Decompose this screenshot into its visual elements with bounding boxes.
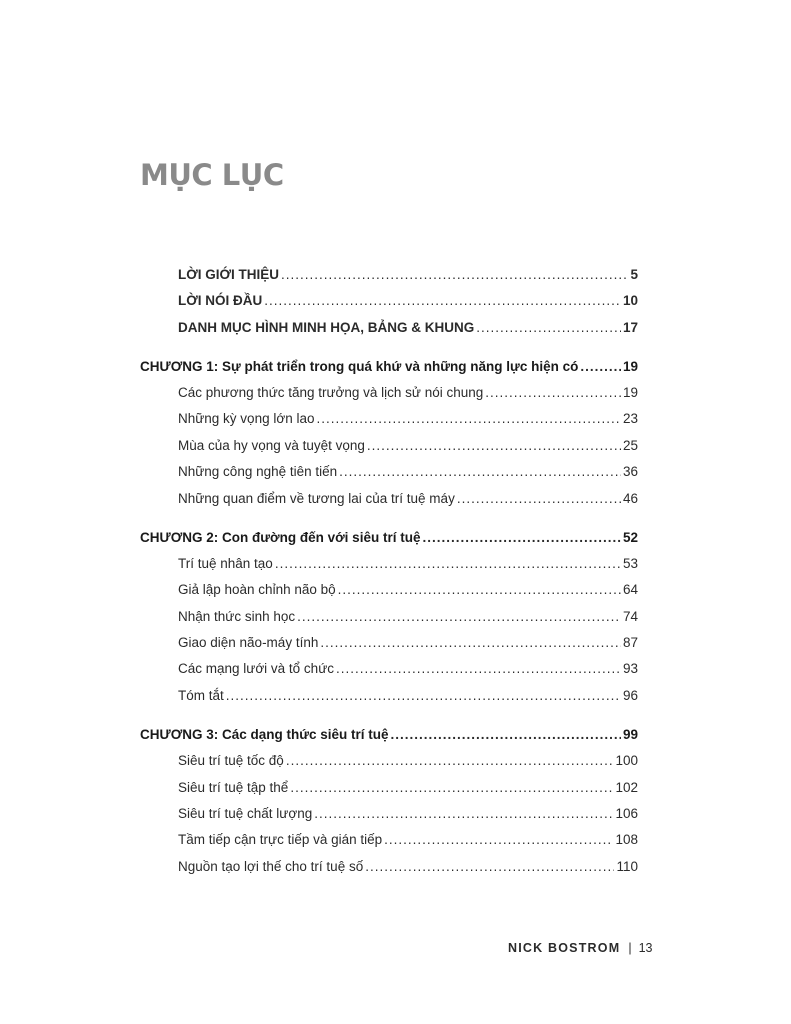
toc-page-number: 74 [622, 608, 638, 624]
toc-front-matter-preface[interactable] [140, 288, 638, 314]
dot-leader [580, 354, 621, 380]
toc-section[interactable] [140, 577, 638, 603]
toc-entry-label: Những kỳ vọng lớn lao [178, 411, 315, 427]
toc-section[interactable] [140, 380, 638, 406]
dot-leader [275, 551, 621, 577]
toc-entry-label: DANH MỤC HÌNH MINH HỌA, BẢNG & KHUNG [178, 319, 475, 335]
toc-section[interactable] [140, 406, 638, 432]
toc-page-number: 46 [622, 490, 638, 506]
toc-entry-label: Giả lập hoàn chỉnh não bộ [178, 582, 336, 598]
toc-page-number: 5 [630, 267, 638, 282]
toc-page-number: 108 [615, 832, 638, 848]
toc-section[interactable] [140, 486, 638, 512]
toc-chapter-2[interactable] [140, 525, 638, 551]
toc-chapter-3[interactable] [140, 722, 638, 748]
toc-section[interactable] [140, 748, 638, 774]
toc-page-number: 25 [622, 437, 638, 453]
toc-entry-label: Mùa của hy vọng và tuyệt vọng [178, 437, 365, 453]
toc-page-number: 53 [622, 555, 638, 571]
toc-entry-label: Siêu trí tuệ tốc độ [178, 753, 284, 769]
toc-entry-label: LỜI GIỚI THIỆU [178, 267, 280, 282]
dot-leader [365, 854, 614, 880]
toc-section[interactable] [140, 433, 638, 459]
toc-entry-label: Những công nghệ tiên tiến [178, 464, 338, 480]
toc-page-number: 93 [622, 661, 638, 677]
toc-section[interactable] [140, 604, 638, 630]
dot-leader [457, 486, 621, 512]
toc-page-number: 10 [622, 293, 638, 309]
dot-leader [485, 380, 621, 406]
dot-leader [476, 315, 621, 341]
toc-entry-label: Siêu trí tuệ tập thể [178, 779, 289, 795]
toc-section[interactable] [140, 459, 638, 485]
footer-author: NICK BOSTROM [508, 941, 621, 955]
dot-leader [336, 656, 621, 682]
toc-page-number: 64 [622, 582, 638, 598]
toc-page-number: 52 [622, 529, 638, 545]
dot-leader [286, 748, 614, 774]
toc-page-number: 99 [622, 726, 638, 742]
toc-section[interactable] [140, 801, 638, 827]
chapter-title: CHƯƠNG 3: Các dạng thức siêu trí tuệ [140, 726, 389, 742]
toc-entry-label: Những quan điểm về tương lai của trí tuệ máy [178, 490, 455, 506]
toc-page-number: 17 [622, 319, 638, 335]
toc-front-matter-introduction[interactable] [140, 262, 638, 288]
dot-leader [320, 630, 621, 656]
toc-section[interactable] [140, 854, 638, 880]
toc-page-number: 19 [622, 358, 638, 374]
toc-page-number: 19 [622, 385, 638, 401]
toc-entry-label: Nhận thức sinh học [178, 608, 296, 624]
toc-entry-label: Nguồn tạo lợi thế cho trí tuệ số [178, 858, 364, 874]
dot-leader [290, 775, 613, 801]
toc-page-number: 96 [622, 687, 638, 703]
dot-leader [391, 722, 621, 748]
dot-leader [367, 433, 621, 459]
toc-page-number: 87 [622, 635, 638, 651]
toc-page-number: 110 [616, 858, 638, 874]
chapter-title: CHƯƠNG 2: Con đường đến với siêu trí tuệ [140, 529, 421, 545]
dot-leader [316, 406, 621, 432]
toc-entry-label: Siêu trí tuệ chất lượng [178, 805, 313, 821]
dot-leader [281, 262, 628, 288]
dot-leader [314, 801, 613, 827]
table-of-contents [140, 262, 638, 880]
toc-section[interactable] [140, 683, 638, 709]
page-footer [508, 941, 653, 955]
dot-leader [226, 683, 621, 709]
toc-entry-label: LỜI NÓI ĐẦU [178, 293, 263, 309]
toc-section[interactable] [140, 656, 638, 682]
toc-entry-label: Các mạng lưới và tổ chức [178, 661, 334, 677]
toc-entry-label: Trí tuệ nhân tạo [178, 555, 273, 571]
toc-page-number: 23 [622, 411, 638, 427]
footer-separator: | [628, 941, 632, 955]
toc-page-number: 36 [622, 464, 638, 480]
toc-section[interactable] [140, 775, 638, 801]
toc-entry-label: Tầm tiếp cận trực tiếp và gián tiếp [178, 832, 383, 848]
toc-entry-label: Giao diện não-máy tính [178, 635, 319, 651]
toc-page-number: 106 [615, 805, 638, 821]
toc-section[interactable] [140, 630, 638, 656]
dot-leader [338, 577, 621, 603]
toc-front-matter-figures-list[interactable] [140, 315, 638, 341]
toc-entry-label: Tóm tắt [178, 687, 224, 703]
dot-leader [384, 827, 613, 853]
toc-section[interactable] [140, 827, 638, 853]
dot-leader [264, 288, 621, 314]
toc-chapter-1[interactable] [140, 354, 638, 380]
toc-page-number: 100 [615, 753, 638, 769]
dot-leader [422, 525, 621, 551]
dot-leader [297, 604, 621, 630]
toc-page-number: 102 [615, 779, 638, 795]
page-title: MỤC LỤC [140, 158, 284, 192]
chapter-title: CHƯƠNG 1: Sự phát triển trong quá khứ và những năng lực hiện có [140, 358, 579, 374]
toc-entry-label: Các phương thức tăng trưởng và lịch sử nói chung [178, 385, 484, 401]
footer-page-number: 13 [638, 941, 653, 955]
dot-leader [339, 459, 621, 485]
toc-section[interactable] [140, 551, 638, 577]
